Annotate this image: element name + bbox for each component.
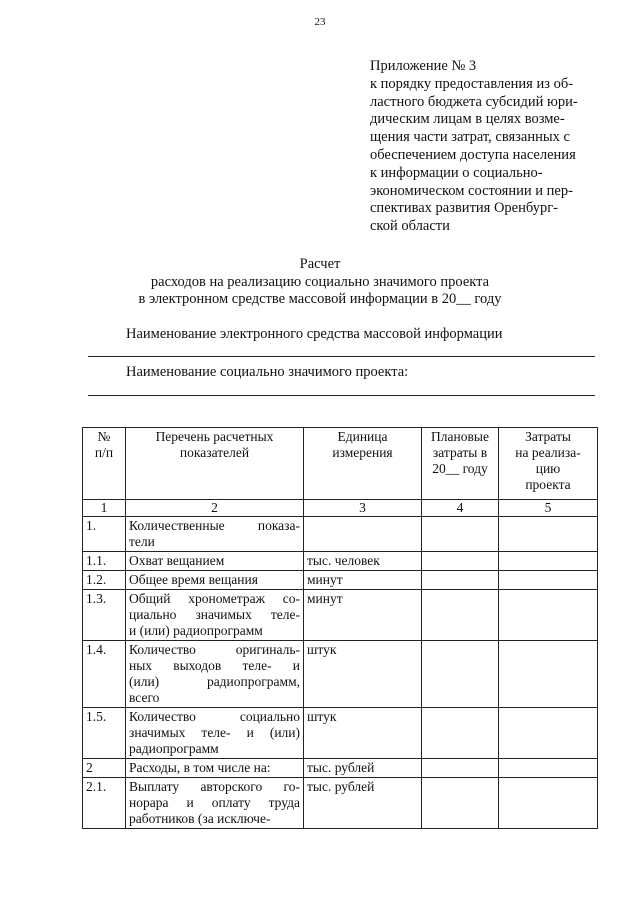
table-row bbox=[83, 571, 598, 590]
row-unit: штук bbox=[304, 641, 422, 708]
row-unit: минут bbox=[304, 590, 422, 641]
project-name-line bbox=[88, 395, 595, 396]
row-unit: тыс. человек bbox=[304, 552, 422, 571]
row-number: 1.4. bbox=[83, 641, 126, 708]
title-line: в электронном средстве массовой информации в 20__ году bbox=[138, 291, 502, 307]
column-number: 5 bbox=[499, 500, 598, 517]
table-row bbox=[83, 552, 598, 571]
header-cell-unit: Единица измерения bbox=[304, 428, 422, 500]
appendix-line: щения части затрат, связанных с bbox=[370, 129, 570, 146]
row-number: 1. bbox=[83, 517, 126, 552]
row-planned bbox=[422, 590, 499, 641]
column-number: 1 bbox=[83, 500, 126, 517]
row-indicator: Количество социально значимых теле- и (или) радиопрограмм bbox=[126, 708, 304, 759]
column-number: 3 bbox=[304, 500, 422, 517]
appendix-line: спективах развития Оренбург- bbox=[370, 200, 558, 217]
header-cell-indicator: Перечень расчетных показателей bbox=[126, 428, 304, 500]
column-number: 4 bbox=[422, 500, 499, 517]
appendix-line: Приложение № 3 bbox=[370, 58, 477, 74]
row-actual bbox=[499, 641, 598, 708]
row-number: 1.3. bbox=[83, 590, 126, 641]
row-actual bbox=[499, 708, 598, 759]
table-row bbox=[83, 759, 598, 778]
appendix-line: обеспечением доступа населения bbox=[370, 146, 576, 163]
row-planned bbox=[422, 571, 499, 590]
header-cell-actual: Затраты на реализа- цию проекта bbox=[499, 428, 598, 500]
table-row bbox=[83, 641, 598, 708]
media-name-line bbox=[88, 356, 595, 357]
row-planned bbox=[422, 778, 499, 829]
row-unit bbox=[304, 517, 422, 552]
document-title bbox=[0, 256, 640, 309]
appendix-block bbox=[370, 58, 595, 236]
calculation-table bbox=[82, 427, 598, 829]
row-indicator: Количественные показа- тели bbox=[126, 517, 304, 552]
row-actual bbox=[499, 590, 598, 641]
table-row bbox=[83, 778, 598, 829]
row-indicator: Количество оригиналь- ных выходов теле- и (или) радиопрограмм, всего bbox=[126, 641, 304, 708]
header-cell-num: № п/п bbox=[83, 428, 126, 500]
row-number: 2 bbox=[83, 759, 126, 778]
row-indicator: Общий хронометраж со- циально значимых теле- и (или) радиопрограмм bbox=[126, 590, 304, 641]
row-planned bbox=[422, 641, 499, 708]
row-planned bbox=[422, 759, 499, 778]
row-indicator: Общее время вещания bbox=[126, 571, 304, 590]
appendix-line: экономическом состоянии и пер- bbox=[370, 182, 573, 199]
row-unit: тыс. рублей bbox=[304, 759, 422, 778]
row-actual bbox=[499, 571, 598, 590]
appendix-line: ской области bbox=[370, 218, 450, 235]
table-row bbox=[83, 590, 598, 641]
row-planned bbox=[422, 517, 499, 552]
row-planned bbox=[422, 552, 499, 571]
table-row bbox=[83, 708, 598, 759]
row-unit: минут bbox=[304, 571, 422, 590]
page-number: 23 bbox=[314, 16, 326, 28]
row-number: 2.1. bbox=[83, 778, 126, 829]
row-number: 1.5. bbox=[83, 708, 126, 759]
row-indicator: Расходы, в том числе на: bbox=[126, 759, 304, 778]
row-unit: штук bbox=[304, 708, 422, 759]
row-planned bbox=[422, 708, 499, 759]
row-actual bbox=[499, 517, 598, 552]
appendix-line: ластного бюджета субсидий юри- bbox=[370, 93, 578, 110]
appendix-line: к порядку предоставления из об- bbox=[370, 75, 574, 92]
column-number-row bbox=[83, 500, 598, 517]
table-row bbox=[83, 517, 598, 552]
title-heading: Расчет bbox=[299, 256, 341, 272]
media-name-label: Наименование электронного средства массовой информации bbox=[126, 326, 503, 342]
appendix-line: дическим лицам в целях возме- bbox=[370, 111, 565, 128]
row-actual bbox=[499, 552, 598, 571]
row-number: 1.2. bbox=[83, 571, 126, 590]
column-number: 2 bbox=[126, 500, 304, 517]
project-name-label: Наименование социально значимого проекта: bbox=[126, 364, 409, 380]
header-cell-planned: Плановые затраты в 20__ году bbox=[422, 428, 499, 500]
row-number: 1.1. bbox=[83, 552, 126, 571]
appendix-line: к информации о социально- bbox=[370, 164, 543, 181]
title-line: расходов на реализацию социально значимого проекта bbox=[150, 273, 490, 290]
row-unit: тыс. рублей bbox=[304, 778, 422, 829]
row-indicator: Охват вещанием bbox=[126, 552, 304, 571]
row-actual bbox=[499, 759, 598, 778]
row-actual bbox=[499, 778, 598, 829]
row-indicator: Выплату авторского го- норара и оплату труда работников (за исключе- bbox=[126, 778, 304, 829]
table-header-row bbox=[83, 428, 598, 500]
